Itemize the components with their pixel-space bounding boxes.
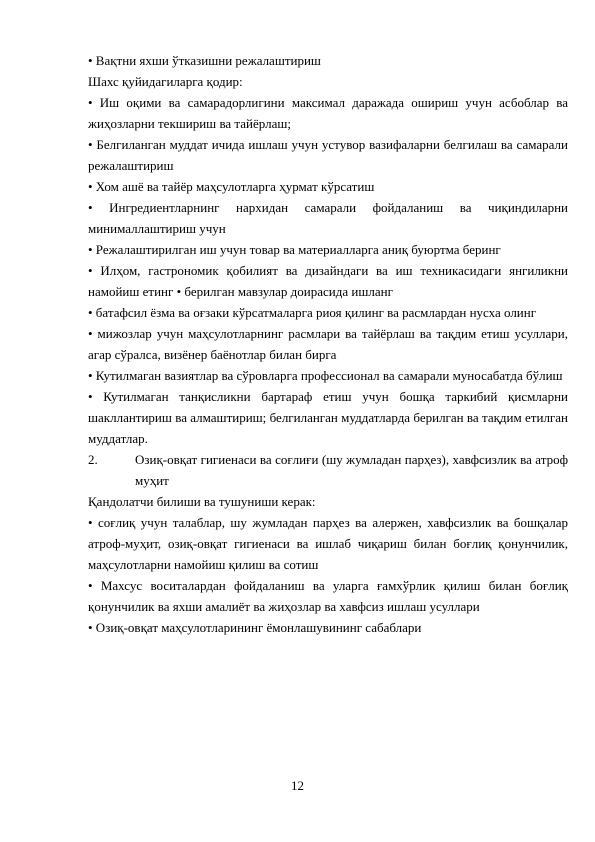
paragraph-client-drawings: • мижозлар учун маҳсулотларнинг расмлари ва тайёрлаш ва тақдим етиш усуллари, агар сўралса, визёнер баёнотлар билан бирга bbox=[88, 326, 568, 362]
section-number: 2. bbox=[88, 452, 98, 467]
page-number: 12 bbox=[291, 778, 304, 793]
paragraph-special-tools: • Махсус воситалардан фойдаланиш ва уларга ғамхўрлик қилиш билан боғлиқ қонунчилик ва яхши амалиёт ва жиҳозлар ва хавфсиз ишлаш усуллари bbox=[88, 578, 568, 614]
section-heading bbox=[88, 449, 568, 491]
paragraph-person-capable: Шахс қуйидагиларга қодир: bbox=[88, 74, 243, 89]
paragraph-health-requirements: • соғлиқ учун талаблар, шу жумладан парҳез ва алержен, хавфсизлик ва бошқалар атроф-муҳит, озиқ-овқат гигиенаси ва ишлаб чиқариш билан боғлиқ қонунчилик, маҳсулотларни намойиш қилиш ва сотиш bbox=[88, 515, 568, 572]
document-body bbox=[88, 50, 568, 638]
section-heading-text: Озиқ-овқат гигиенаси ва соғлиғи (шу жумладан парҳез), хавфсизлик ва атроф муҳит bbox=[135, 452, 568, 488]
paragraph-order-goods: • Режалаштирилган иш учун товар ва материалларга аниқ буюртма беринг bbox=[88, 242, 501, 257]
paragraph-shortages: • Кутилмаган танқисликни бартараф етиш учун бошқа таркибий қисмларни шакллантириш ва алмаштириш; белгиланган муддатларда берилган ва тақдим етилган муддатлар. bbox=[88, 389, 568, 446]
paragraph-spoilage-causes: • Озиқ-овқат маҳсулотларининг ёмонлашувининг сабаблари bbox=[88, 620, 422, 635]
paragraph-unexpected-situations: • Кутилмаган вазиятлар ва сўровларга профессионал ва самарали муносабатда бўлиш bbox=[88, 368, 563, 383]
paragraph-inspiration: • Илҳом, гастрономик қобилият ва дизайндаги ва иш техникасидаги янгиликни намойиш етинг • берилган мавзулар доирасида ишланг bbox=[88, 263, 568, 299]
paragraph-set-priorities: • Белгиланган муддат ичида ишлаш учун устувор вазифаларни белгилаш ва самарали режалаштириш bbox=[88, 137, 568, 173]
paragraph-respect-products: • Хом ашё ва тайёр маҳсулотларга ҳурмат кўрсатиш bbox=[88, 179, 375, 194]
paragraph-check-tools: • Иш оқими ва самарадорлигини максимал даражада ошириш учун асбоблар ва жиҳозларни текшириш ва тайёрлаш; bbox=[88, 95, 568, 131]
paragraph-follow-instructions: • батафсил ёзма ва оғзаки кўрсатмаларга риоя қилинг ва расмлардан нусха олинг bbox=[88, 305, 537, 320]
paragraph-time-planning: • Вақтни яхши ўтказишни режалаштириш bbox=[88, 53, 321, 68]
paragraph-ingredients-cost: • Ингредиентларнинг нархидан самарали фойдаланиш ва чиқиндиларни минималлаштириш учун bbox=[88, 200, 568, 236]
paragraph-must-know: Қандолатчи билиши ва тушуниши керак: bbox=[88, 494, 316, 509]
